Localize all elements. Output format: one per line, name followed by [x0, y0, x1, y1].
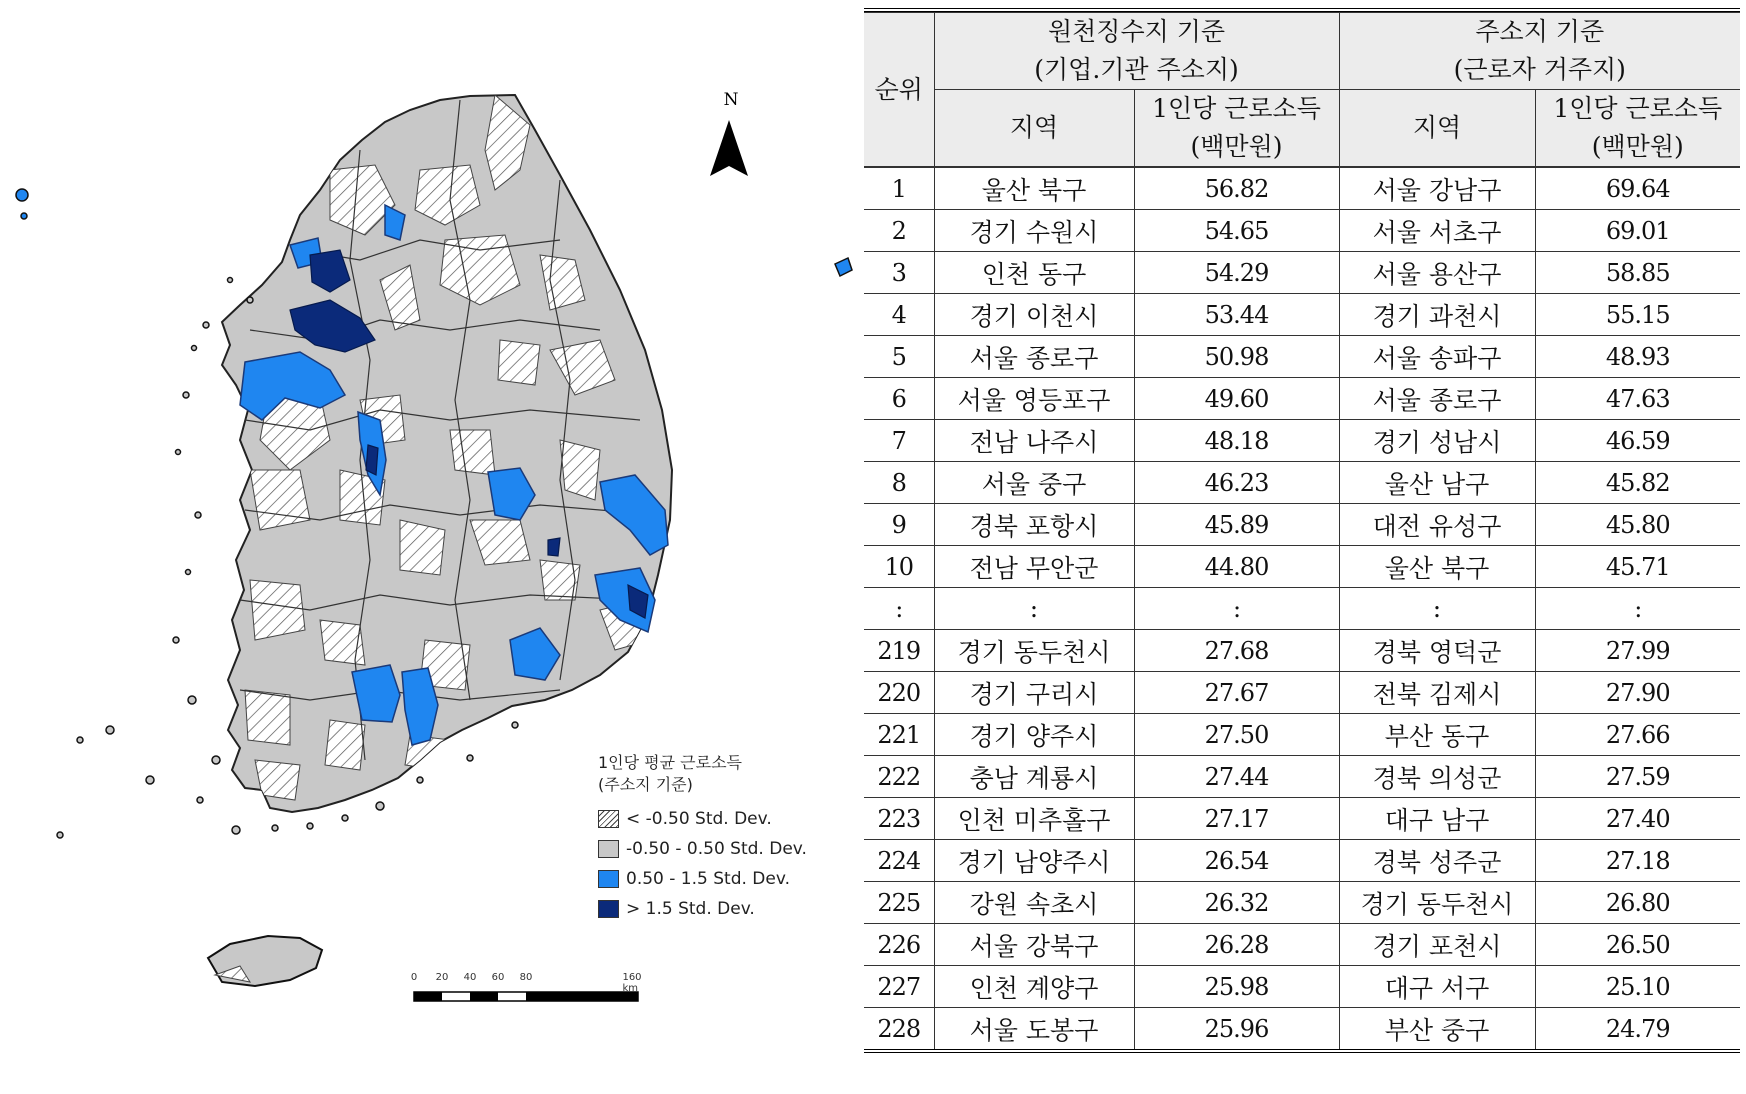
- income-residence-cell: 47.63: [1535, 378, 1740, 420]
- income-residence-cell: 45.71: [1535, 546, 1740, 588]
- region-withholding-cell: 서울 중구: [934, 462, 1134, 504]
- header-rank: 순위: [864, 13, 934, 168]
- region-withholding-cell: 서울 도봉구: [934, 1008, 1134, 1052]
- income-withholding-cell: 54.29: [1134, 252, 1339, 294]
- income-residence-cell: 58.85: [1535, 252, 1740, 294]
- income-residence-cell: 69.01: [1535, 210, 1740, 252]
- legend-item-high: [598, 864, 858, 894]
- income-residence-cell: 27.18: [1535, 840, 1740, 882]
- region-withholding-cell: 인천 미추홀구: [934, 798, 1134, 840]
- legend-item-mid: [598, 834, 858, 864]
- table-row: [864, 714, 1740, 756]
- header-income-left: [1134, 90, 1339, 168]
- header-income-line2: (백만원): [1190, 132, 1283, 161]
- scale-tick: 40: [463, 972, 477, 983]
- legend-title: 1인당 평균 근로소득: [598, 753, 742, 772]
- region-withholding-cell: 경기 수원시: [934, 210, 1134, 252]
- region-withholding-cell: 강원 속초시: [934, 882, 1134, 924]
- table-row: [864, 546, 1740, 588]
- rank-cell: 223: [864, 798, 934, 840]
- income-residence-cell: 45.82: [1535, 462, 1740, 504]
- rank-cell: 227: [864, 966, 934, 1008]
- region-withholding-cell: 경기 양주시: [934, 714, 1134, 756]
- rank-cell: 5: [864, 336, 934, 378]
- income-ranking-table: [864, 8, 1740, 1053]
- header-income-line2: (백만원): [1591, 132, 1684, 161]
- table-row: [864, 966, 1740, 1008]
- table-row: [864, 840, 1740, 882]
- income-residence-cell: 27.66: [1535, 714, 1740, 756]
- region-residence-cell: 경기 포천시: [1339, 924, 1535, 966]
- income-withholding-cell: 56.82: [1134, 167, 1339, 210]
- income-residence-cell: 69.64: [1535, 167, 1740, 210]
- region-residence-cell: 서울 용산구: [1339, 252, 1535, 294]
- region-residence-cell: 경기 과천시: [1339, 294, 1535, 336]
- region-residence-cell: 서울 송파구: [1339, 336, 1535, 378]
- income-withholding-cell: 46.23: [1134, 462, 1339, 504]
- rank-cell: 8: [864, 462, 934, 504]
- north-label: N: [723, 90, 739, 110]
- table-row: [864, 462, 1740, 504]
- scale-tick: 60: [491, 972, 505, 983]
- north-arrow-icon: [710, 120, 748, 176]
- table-row: [864, 588, 1740, 630]
- region-residence-cell: 경북 의성군: [1339, 756, 1535, 798]
- income-residence-cell: 46.59: [1535, 420, 1740, 462]
- region-residence-cell: 부산 동구: [1339, 714, 1535, 756]
- region-residence-cell: 울산 북구: [1339, 546, 1535, 588]
- table-body: [864, 167, 1740, 1051]
- rank-cell: 220: [864, 672, 934, 714]
- legend-label: -0.50 - 0.50 Std. Dev.: [626, 839, 807, 859]
- table-row: [864, 882, 1740, 924]
- region-residence-cell: 대구 남구: [1339, 798, 1535, 840]
- income-withholding-cell: 44.80: [1134, 546, 1339, 588]
- scale-bar: [410, 972, 644, 1012]
- region-residence-cell: 서울 서초구: [1339, 210, 1535, 252]
- table-row: [864, 252, 1740, 294]
- income-withholding-cell: 54.65: [1134, 210, 1339, 252]
- region-residence-cell: 부산 중구: [1339, 1008, 1535, 1052]
- rank-cell: 226: [864, 924, 934, 966]
- rank-cell: 4: [864, 294, 934, 336]
- table-row: [864, 420, 1740, 462]
- income-withholding-cell: 27.17: [1134, 798, 1339, 840]
- header-group-right-line2: (근로자 거주지): [1453, 55, 1626, 84]
- scale-tick: 0: [410, 972, 418, 983]
- income-residence-cell: 27.59: [1535, 756, 1740, 798]
- income-residence-cell: 55.15: [1535, 294, 1740, 336]
- region-withholding-cell: 서울 영등포구: [934, 378, 1134, 420]
- region-residence-cell: 경기 성남시: [1339, 420, 1535, 462]
- income-withholding-cell: 26.32: [1134, 882, 1339, 924]
- income-withholding-cell: 27.44: [1134, 756, 1339, 798]
- income-withholding-cell: 26.28: [1134, 924, 1339, 966]
- region-residence-cell: 전북 김제시: [1339, 672, 1535, 714]
- region-residence-cell: 대전 유성구: [1339, 504, 1535, 546]
- table-row: [864, 167, 1740, 210]
- region-withholding-cell: 전남 무안군: [934, 546, 1134, 588]
- legend-item-top: [598, 894, 858, 924]
- header-income-line1: 1인당 근로소득: [1152, 94, 1321, 123]
- header-group-residence: [1339, 13, 1740, 90]
- income-residence-cell: 26.50: [1535, 924, 1740, 966]
- rank-cell: 3: [864, 252, 934, 294]
- rank-cell: :: [864, 588, 934, 630]
- header-income-line1: 1인당 근로소득: [1553, 94, 1723, 123]
- region-withholding-cell: :: [934, 588, 1134, 630]
- region-residence-cell: 서울 강남구: [1339, 167, 1535, 210]
- region-withholding-cell: 인천 동구: [934, 252, 1134, 294]
- table-row: [864, 798, 1740, 840]
- table-row: [864, 672, 1740, 714]
- income-withholding-cell: 26.54: [1134, 840, 1339, 882]
- income-ranking-table-panel: [864, 8, 1740, 1053]
- legend-label: > 1.5 Std. Dev.: [626, 899, 755, 919]
- region-residence-cell: :: [1339, 588, 1535, 630]
- rank-cell: 224: [864, 840, 934, 882]
- region-withholding-cell: 서울 종로구: [934, 336, 1134, 378]
- table-row: [864, 336, 1740, 378]
- scale-tick: 20: [435, 972, 449, 983]
- income-residence-cell: 25.10: [1535, 966, 1740, 1008]
- region-residence-cell: 경기 동두천시: [1339, 882, 1535, 924]
- table-row: [864, 504, 1740, 546]
- income-residence-cell: 45.80: [1535, 504, 1740, 546]
- income-withholding-cell: 48.18: [1134, 420, 1339, 462]
- income-withholding-cell: 50.98: [1134, 336, 1339, 378]
- header-group-right-line1: 주소지 기준: [1475, 17, 1605, 46]
- rank-cell: 221: [864, 714, 934, 756]
- header-group-left-line2: (기업.기관 주소지): [1034, 55, 1239, 84]
- region-withholding-cell: 충남 계룡시: [934, 756, 1134, 798]
- income-withholding-cell: 25.96: [1134, 1008, 1339, 1052]
- income-residence-cell: 24.79: [1535, 1008, 1740, 1052]
- header-region-right: 지역: [1339, 90, 1535, 168]
- income-residence-cell: 27.40: [1535, 798, 1740, 840]
- table-row: [864, 630, 1740, 672]
- table-row: [864, 378, 1740, 420]
- income-residence-cell: 48.93: [1535, 336, 1740, 378]
- header-group-left-line1: 원천징수지 기준: [1048, 17, 1225, 46]
- choropleth-map: [0, 0, 860, 1094]
- income-withholding-cell: 27.68: [1134, 630, 1339, 672]
- header-region-left: 지역: [934, 90, 1134, 168]
- income-residence-cell: 27.90: [1535, 672, 1740, 714]
- rank-cell: 1: [864, 167, 934, 210]
- region-withholding-cell: 경기 동두천시: [934, 630, 1134, 672]
- rank-cell: 2: [864, 210, 934, 252]
- income-withholding-cell: 49.60: [1134, 378, 1339, 420]
- region-withholding-cell: 울산 북구: [934, 167, 1134, 210]
- table-row: [864, 756, 1740, 798]
- table-row: [864, 924, 1740, 966]
- legend-label: 0.50 - 1.5 Std. Dev.: [626, 869, 790, 889]
- region-residence-cell: 대구 서구: [1339, 966, 1535, 1008]
- region-residence-cell: 울산 남구: [1339, 462, 1535, 504]
- income-residence-cell: 26.80: [1535, 882, 1740, 924]
- table-row: [864, 210, 1740, 252]
- legend-swatch-navy: [598, 900, 619, 918]
- table-row: [864, 294, 1740, 336]
- income-withholding-cell: 53.44: [1134, 294, 1339, 336]
- rank-cell: 6: [864, 378, 934, 420]
- income-withholding-cell: 27.67: [1134, 672, 1339, 714]
- header-group-withholding: [934, 13, 1339, 90]
- income-withholding-cell: 27.50: [1134, 714, 1339, 756]
- rank-cell: 7: [864, 420, 934, 462]
- rank-cell: 10: [864, 546, 934, 588]
- table-row: [864, 1008, 1740, 1052]
- region-withholding-cell: 경기 이천시: [934, 294, 1134, 336]
- map-canvas: [0, 0, 860, 1094]
- legend-swatch-hatch: [598, 810, 619, 828]
- header-income-right: [1535, 90, 1740, 168]
- region-residence-cell: 서울 종로구: [1339, 378, 1535, 420]
- scale-tick: 80: [519, 972, 533, 983]
- legend-swatch-blue: [598, 870, 619, 888]
- region-withholding-cell: 경북 포항시: [934, 504, 1134, 546]
- rank-cell: 219: [864, 630, 934, 672]
- rank-cell: 225: [864, 882, 934, 924]
- jeju-island: [208, 936, 322, 986]
- income-residence-cell: 27.99: [1535, 630, 1740, 672]
- rank-cell: 228: [864, 1008, 934, 1052]
- rank-cell: 9: [864, 504, 934, 546]
- region-withholding-cell: 경기 구리시: [934, 672, 1134, 714]
- scale-tick: 160 km: [622, 972, 642, 994]
- income-withholding-cell: :: [1134, 588, 1339, 630]
- region-withholding-cell: 인천 계양구: [934, 966, 1134, 1008]
- region-residence-cell: 경북 영덕군: [1339, 630, 1535, 672]
- legend-label: < -0.50 Std. Dev.: [626, 809, 772, 829]
- legend-subtitle: (주소지 기준): [598, 775, 693, 794]
- legend-swatch-grey: [598, 840, 619, 858]
- region-withholding-cell: 경기 남양주시: [934, 840, 1134, 882]
- income-withholding-cell: 45.89: [1134, 504, 1339, 546]
- income-residence-cell: :: [1535, 588, 1740, 630]
- region-residence-cell: 경북 성주군: [1339, 840, 1535, 882]
- income-withholding-cell: 25.98: [1134, 966, 1339, 1008]
- region-withholding-cell: 전남 나주시: [934, 420, 1134, 462]
- map-legend: [598, 752, 858, 924]
- rank-cell: 222: [864, 756, 934, 798]
- region-withholding-cell: 서울 강북구: [934, 924, 1134, 966]
- legend-item-low: [598, 804, 858, 834]
